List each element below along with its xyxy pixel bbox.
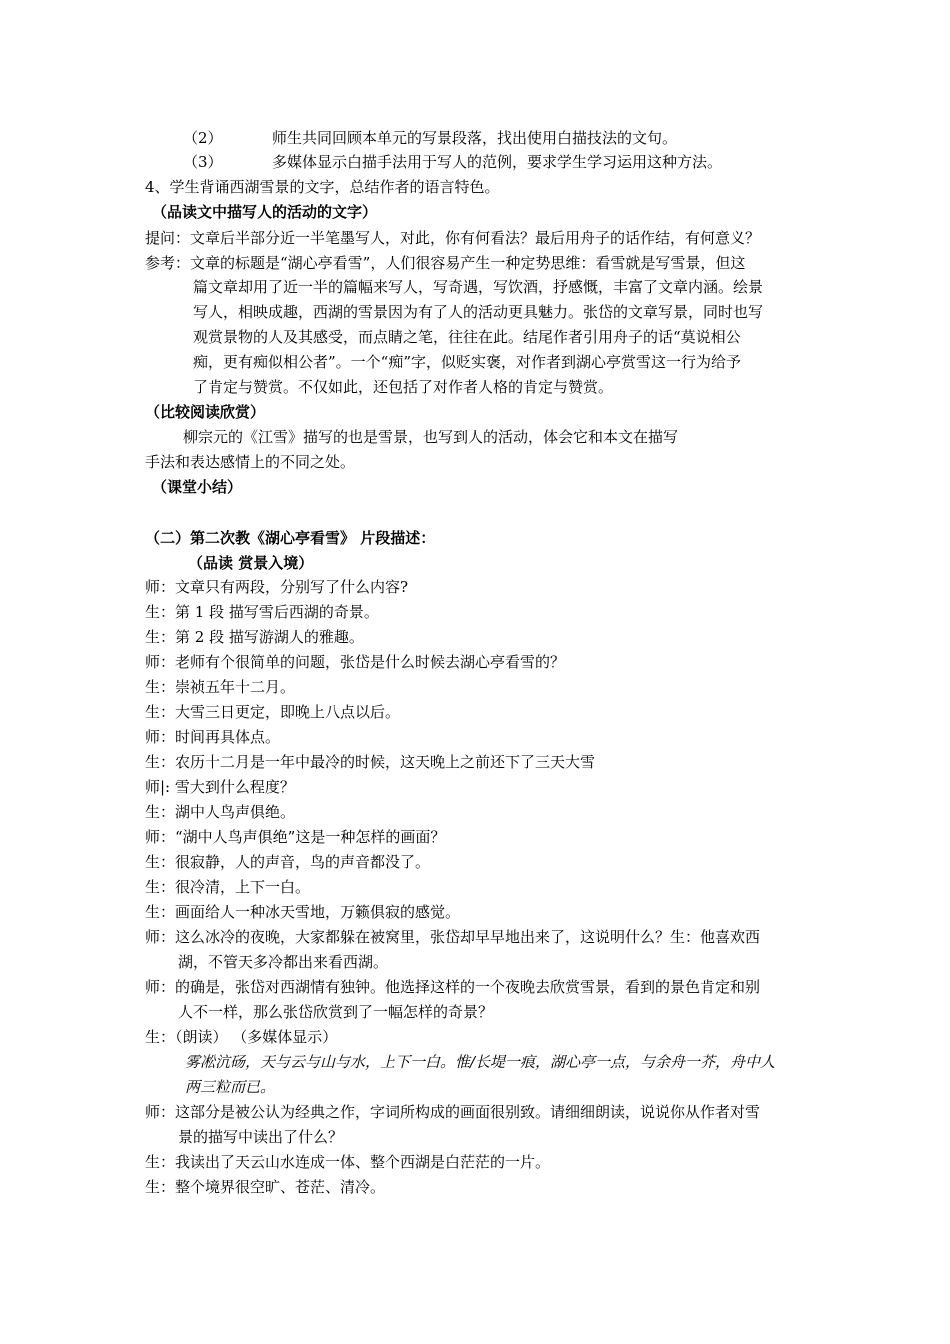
dialogue-line: 生：（朗读） （多媒体显示） [145, 1028, 338, 1046]
dialogue-line: 景的描写中读出了什么？ [178, 1128, 344, 1146]
dialogue-line: 生：整个境界很空旷、苍茫、清冷。 [145, 1178, 386, 1196]
section-heading: （品读 赏景入境） [188, 554, 314, 572]
dialogue-line: 生：画面给人一种冰天雪地，万籁俱寂的感觉。 [145, 903, 461, 921]
dialogue-line: 师：这么冰冷的夜晚，大家都躲在被窝里，张岱却早早地出来了，这说明什么？生：他喜欢西 [145, 928, 761, 946]
dialogue-line: 生：湖中人鸟声俱绝。 [145, 803, 296, 821]
dialogue-line: 生：农历十二月是一年中最冷的时候，这天晚上之前还下了三天大雪 [145, 753, 596, 771]
dialogue-line: 师：时间再具体点。 [145, 728, 281, 746]
section-heading: （品读文中描写人的活动的文字） [152, 203, 378, 221]
dialogue-line: 湖，不管天多冷都出来看西湖。 [178, 953, 389, 971]
dialogue-line: 生：第 2 段 描写游湖人的雅趣。 [145, 628, 364, 646]
paragraph-line: 4、学生背诵西湖雪景的文字，总结作者的语言特色。 [145, 178, 500, 196]
dialogue-line: 师|: 雪大到什么程度？ [145, 778, 295, 796]
section-heading: （课堂小结） [152, 478, 243, 496]
dialogue-line: 人不一样，那么张岱欣赏到了一幅怎样的奇景？ [178, 1003, 494, 1021]
section-heading: （比较阅读欣赏） [145, 403, 266, 421]
paragraph-line: 篇文章却用了近一半的篇幅来写人，写奇遇，写饮酒，抒感慨，丰富了文章内涵。绘景 [193, 278, 764, 296]
paragraph-line: 参考：文章的标题是“湖心亭看雪”，人们很容易产生一种定势思维：看雪就是写雪景，但这 [145, 254, 746, 272]
dialogue-line: 师：老师有个很简单的问题，张岱是什么时候去湖心亭看雪的？ [145, 653, 566, 671]
paragraph-line: 手法和表达感情上的不同之处。 [145, 453, 356, 471]
dialogue-line: 师：这部分是被公认为经典之作，字词所构成的画面很别致。请细细朗读，说说你从作者对雪 [145, 1103, 761, 1121]
paragraph-line: 观赏景物的人及其感受，而点睛之笔，往往在此。结尾作者引用舟子的话“莫说相公 [193, 328, 741, 346]
list-marker-3: （3） [183, 153, 223, 171]
paragraph-line: 多媒体显示白描手法用于写人的范例，要求学生学习运用这种方法。 [272, 153, 723, 171]
dialogue-line: 生：第 1 段 描写雪后西湖的奇景。 [145, 603, 379, 621]
dialogue-line: 生：很寂静，人的声音，鸟的声音都没了。 [145, 853, 431, 871]
dialogue-line: 师：的确是，张岱对西湖情有独钟。他选择这样的一个夜晚去欣赏雪景，看到的景色肯定和别 [145, 978, 761, 996]
dialogue-line: 师：文章只有两段，分别写了什么内容? [145, 578, 409, 596]
paragraph-line: 了肯定与赞赏。不仅如此，还包括了对作者人格的肯定与赞赏。 [193, 378, 614, 396]
paragraph-line: 师生共同回顾本单元的写景段落，找出使用白描技法的文句。 [272, 129, 678, 147]
quoted-passage: 两三粒而已。 [185, 1078, 276, 1096]
dialogue-line: 生：崇祯五年十二月。 [145, 678, 296, 696]
paragraph-line: 痴，更有痴似相公者”。一个“痴”字，似贬实褒，对作者到湖心亭赏雪这一行为给予 [193, 353, 742, 371]
paragraph-line: 柳宗元的《江雪》描写的也是雪景，也写到人的活动，体会它和本文在描写 [183, 428, 679, 446]
dialogue-line: 生：大雪三日更定，即晚上八点以后。 [145, 703, 401, 721]
dialogue-line: 生：我读出了天云山水连成一体、整个西湖是白茫茫的一片。 [145, 1153, 551, 1171]
dialogue-line: 生：很冷清，上下一白。 [145, 878, 311, 896]
paragraph-line: 提问：文章后半部分近一半笔墨写人，对此，你有何看法？最后用舟子的话作结，有何意义？ [145, 229, 761, 247]
section-heading: （二）第二次教《湖心亭看雪》 片段描述： [145, 529, 436, 547]
quoted-passage: 雾凇沆砀，天与云与山与水，上下一白。惟/长堤一痕，湖心亭一点，与余舟一芥，舟中人 [185, 1053, 776, 1071]
paragraph-line: 写人，相映成趣，西湖的雪景因为有了人的活动更具魅力。张岱的文章写景，同时也写 [193, 303, 764, 321]
list-marker-2: （2） [183, 129, 223, 147]
dialogue-line: 师：“湖中人鸟声俱绝”这是一种怎样的画面？ [145, 828, 446, 846]
